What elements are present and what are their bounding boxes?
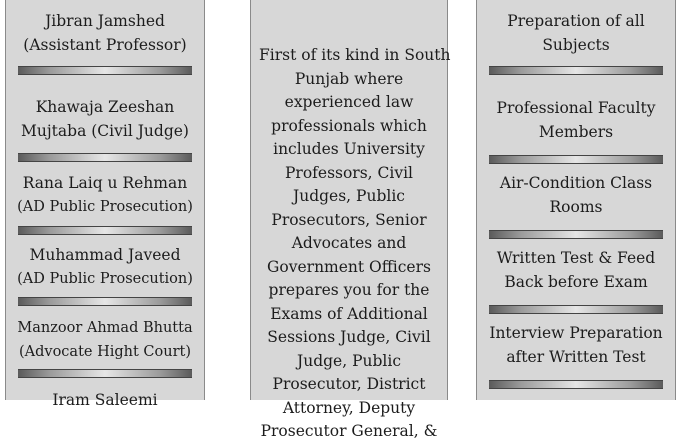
feature-line: after Written Test: [506, 348, 646, 366]
description-line: experienced law: [284, 93, 414, 111]
description-line: Sessions Judge, Civil: [267, 328, 431, 346]
feature-entry: [477, 246, 675, 294]
divider: [489, 305, 663, 314]
feature-line: Preparation of all: [507, 12, 645, 30]
description-line: includes University: [273, 140, 425, 158]
feature-entry: [477, 9, 675, 57]
description-line: prepares you for the: [268, 281, 430, 299]
faculty-entry: [6, 171, 204, 219]
feature-entry: [477, 96, 675, 144]
feature-entry: [477, 321, 675, 369]
divider: [489, 155, 663, 164]
divider: [18, 369, 192, 378]
faculty-name: Jibran Jamshed: [45, 12, 165, 30]
faculty-title: (AD Public Prosecution): [17, 199, 193, 215]
divider: [18, 153, 192, 162]
description-line: Prosecutors, Senior: [271, 210, 427, 229]
description-line: Prosecutor General, &: [260, 422, 438, 440]
description-line: First of its kind in South: [259, 46, 451, 64]
feature-line: Back before Exam: [504, 273, 648, 291]
faculty-name: Muhammad Javeed: [29, 246, 181, 264]
description-column: [250, 0, 451, 440]
faculty-entry: [6, 243, 204, 291]
faculty-name: Iram Saleemi: [52, 391, 158, 409]
description-line: Judge, Public: [297, 351, 401, 370]
features-column: [476, 0, 676, 400]
description-line: Punjab where: [294, 69, 404, 88]
description-line: Professors, Civil: [284, 163, 414, 182]
divider: [489, 66, 663, 75]
faculty-title: Mujtaba (Civil Judge): [21, 122, 189, 140]
divider: [489, 230, 663, 239]
description-line: Attorney, Deputy: [282, 398, 416, 417]
divider: [489, 380, 663, 389]
faculty-column: [5, 0, 205, 409]
description-line: professionals which: [271, 116, 427, 135]
faculty-entry: [6, 95, 204, 143]
feature-line: Members: [538, 123, 614, 141]
faculty-entry: [6, 388, 204, 412]
feature-entry: [477, 171, 675, 219]
feature-line: Air-Condition Class: [499, 174, 653, 192]
feature-line: Professional Faculty: [496, 99, 656, 117]
description-line: Judges, Public: [293, 187, 405, 205]
description-line: Advocates and: [291, 234, 407, 252]
faculty-entry: [6, 316, 204, 364]
faculty-name: Manzoor Ahmad Bhutta: [17, 320, 193, 336]
divider: [18, 226, 192, 235]
divider: [18, 297, 192, 306]
description-line: Exams of Additional: [270, 304, 428, 323]
description-line: Prosecutor, District: [272, 375, 426, 393]
faculty-name: Khawaja Zeeshan: [35, 98, 175, 116]
faculty-title: (Advocate Hight Court): [18, 344, 192, 360]
feature-line: Subjects: [542, 36, 610, 54]
description-text: [259, 44, 451, 444]
feature-line: Interview Preparation: [489, 324, 663, 342]
feature-line: Written Test & Feed: [496, 249, 656, 267]
feature-line: Rooms: [549, 198, 603, 216]
description-line: Government Officers: [267, 257, 431, 276]
faculty-title: (AD Public Prosecution): [17, 271, 193, 287]
divider: [18, 66, 192, 75]
faculty-entry: [6, 9, 204, 57]
faculty-name: Rana Laiq u Rehman: [22, 174, 188, 192]
faculty-title: (Assistant Professor): [23, 36, 187, 54]
